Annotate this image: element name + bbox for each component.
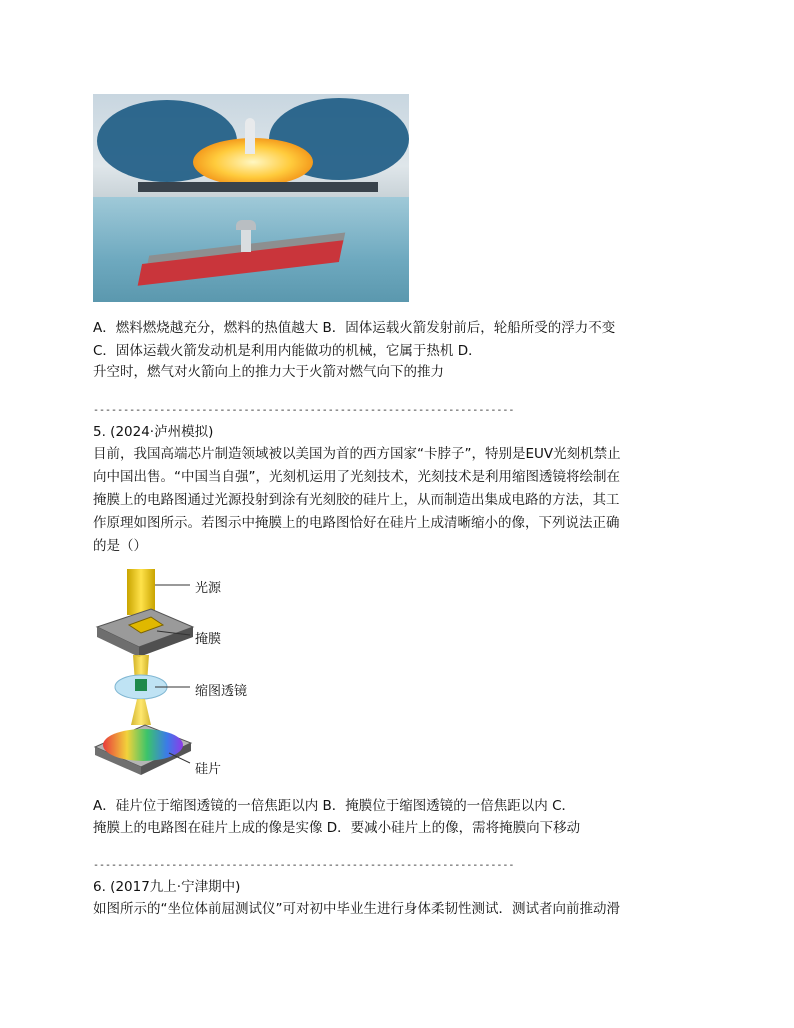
beam-to-wafer (131, 699, 151, 725)
q5-stem-line: 掩膜上的电路图通过光源投射到涂有光刻胶的硅片上，从而制造出集成电路的方法，其工 (93, 492, 620, 508)
q5-stem-line: 作原理如图所示。若图示中掩膜上的电路图恰好在硅片上成清晰缩小的像，下列说法正确 (93, 515, 620, 531)
q4-option-line-1: A．燃料燃烧越充分，燃料的热值越大 B．固体运载火箭发射前后，轮船所受的浮力不变 (93, 320, 616, 336)
q6-stem-line: 如图所示的“坐位体前屈测试仪”可对初中毕业生进行身体柔韧性测试．测试者向前推动滑 (93, 901, 620, 917)
q5-option-line-2: 掩膜上的电路图在硅片上成的像是实像 D．要减小硅片上的像，需将掩膜向下移动 (93, 820, 581, 836)
launch-ship (138, 182, 378, 192)
label-mask: 掩膜 (195, 632, 222, 647)
lens-center (135, 679, 147, 691)
q4-option-line-3: 升空时，燃气对火箭向上的推力大于火箭对燃气向下的推力 (93, 364, 444, 380)
separator: ---------------------------------------------------------------------- (93, 860, 515, 871)
q5-option-line-1: A．硅片位于缩图透镜的一倍焦距以内 B．掩膜位于缩图透镜的一倍焦距以内 C． (93, 798, 576, 814)
q5-stem-line: 向中国出售。“中国当自强”，光刻机运用了光刻技术，光刻技术是利用缩图透镜将绘制在 (93, 469, 620, 485)
separator: ---------------------------------------------------------------------- (93, 405, 515, 416)
silicon-wafer (103, 729, 183, 761)
q4-option-line-2: C．固体运载火箭发动机是利用内能做功的机械，它属于热机 D． (93, 343, 482, 359)
q6-header: 6. (2017九上·宁津期中) (93, 879, 241, 895)
q5-stem-line: 目前，我国高端芯片制造领域被以美国为首的西方国家“卡脖子”，特别是EUV光刻机禁止 (93, 446, 621, 462)
q5-stem-line: 的是（） (93, 538, 147, 554)
rocket (245, 118, 255, 154)
label-wafer: 硅片 (195, 762, 222, 777)
light-beam (127, 569, 155, 615)
rocket-launch-photo (93, 94, 409, 302)
label-light-source: 光源 (195, 581, 222, 596)
lithography-diagram (93, 565, 293, 785)
label-lens: 缩图透镜 (195, 684, 248, 699)
q5-header: 5. (2024·泸州模拟) (93, 424, 214, 440)
lithography-figure (93, 565, 293, 785)
tower-top (236, 220, 256, 230)
